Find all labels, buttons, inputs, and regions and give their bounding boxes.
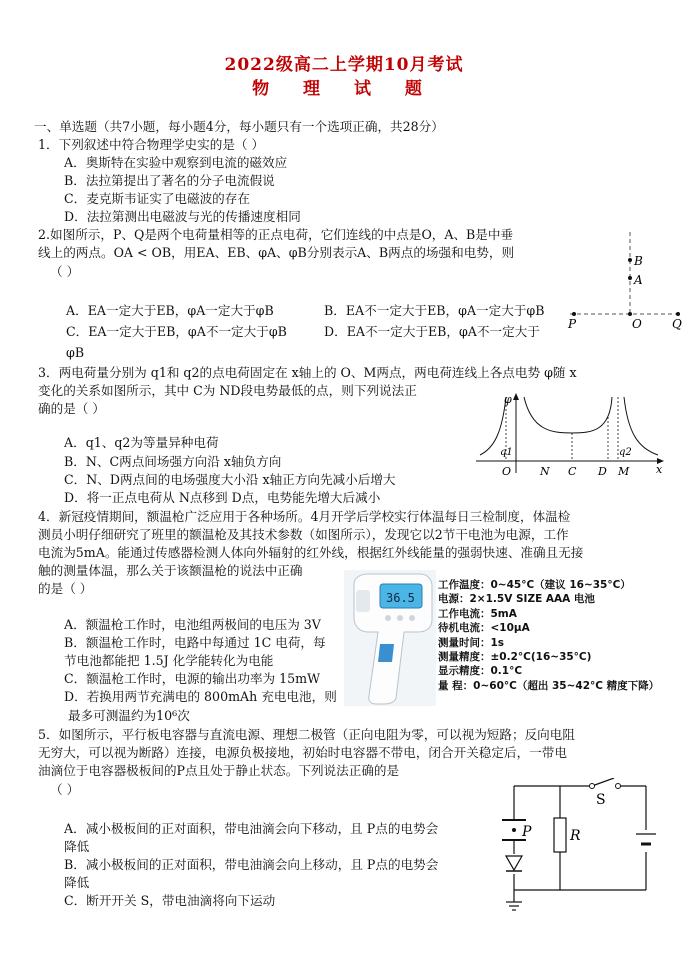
label-q: Q xyxy=(672,317,682,331)
q3-stem-1: 3．两电荷量分别为 q1和 q2的点电荷固定在 x轴上的 O、M两点，两电荷连线上各点电势 φ随 x xyxy=(38,365,577,380)
q4-stem-1: 4．新冠疫情期间，额温枪广泛应用于各种场所。4月开学后学校实行体温每日三检制度，体温检 xyxy=(38,509,571,524)
label-n: N xyxy=(540,465,550,478)
q5-circuit-figure xyxy=(496,778,668,918)
thermometer-image xyxy=(344,570,436,706)
label-r: R xyxy=(570,828,581,844)
q2-option-d: D．EA不一定大于EB，φA不一定大于 xyxy=(324,324,540,339)
q2-figure xyxy=(562,228,688,332)
label-s: S xyxy=(596,792,606,808)
spec-display-precision: 显示精度：0.1°C xyxy=(438,665,523,678)
q4-option-d-2: 最多可测温约为10⁶次 xyxy=(68,708,190,723)
q1-option-c: C．麦克斯韦证实了电磁波的存在 xyxy=(64,191,250,206)
q4-stem-4: 触的测量体温，那么关于该额温枪的说法中正确 xyxy=(38,563,303,578)
q4-option-b-2: 节电池都能把 1.5J 化学能转化为电能 xyxy=(64,653,274,668)
q5-option-a-2: 降低 xyxy=(64,839,90,854)
point-o xyxy=(628,312,632,316)
q5-stem-1: 5．如图所示，平行板电容器与直流电源、理想二极管（正向电阻为零，可以视为短路；反向电阻 xyxy=(38,727,575,742)
exam-subtitle: 物 理 试 题 xyxy=(252,79,436,99)
section-heading: 一、单选题（共7小题，每小题4分，每小题只有一个选项正确，共28分） xyxy=(34,119,444,134)
q2-stem-3: （ ） xyxy=(50,264,80,279)
q5-option-b-2: 降低 xyxy=(64,875,90,890)
q1-option-d: D．法拉第测出电磁波与光的传播速度相同 xyxy=(64,209,301,224)
label-o: O xyxy=(502,465,512,478)
spec-list xyxy=(438,578,659,693)
label-b: B xyxy=(634,254,643,268)
q2-stem-1: 2.如图所示，P、Q是两个电荷量相等的正点电荷，它们连线的中点是O，A、B是中垂 xyxy=(38,227,514,242)
point-a xyxy=(628,276,632,280)
screen-reading: 36.5 xyxy=(386,591,415,605)
q5-stem-4: （ ） xyxy=(50,782,80,797)
spec-working-current: 工作电流：5mA xyxy=(438,607,517,620)
q5-option-b-1: B．减小极板间的正对面积，带电油滴会向上移动，且 P点的电势会 xyxy=(64,857,439,872)
q5-stem-3: 油滴位于电容器极板间的P点且处于静止状态。下列说法正确的是 xyxy=(38,763,400,778)
spec-standby-current: 待机电流：<10μA xyxy=(438,622,530,635)
label-x: x xyxy=(656,463,663,476)
q2-option-a: A．EA一定大于EB，φA一定大于φB xyxy=(66,303,274,318)
q5-stem-2: 无穷大，可以视为断路）连接，电源负极接地，初始时电容器不带电，闭合开关稳定后，一带电 xyxy=(38,745,567,760)
q4-option-c: C．额温枪工作时，电源的输出功率为 15mW xyxy=(64,671,321,686)
switch-contact-2 xyxy=(616,784,621,789)
label-o: O xyxy=(632,317,642,331)
q2-stem-2: 线上的两点。OA < OB，用EA、EB、φA、φB分别表示A、B两点的场强和电势，则 xyxy=(38,245,515,260)
label-q1: q1 xyxy=(500,447,513,458)
oil-drop xyxy=(512,828,516,832)
q4-stem-3: 电流为5mA。能通过传感器检测人体向外辐射的红外线，根据红外线能量的强弱快速、准确且无接 xyxy=(38,545,584,560)
q5-option-a-1: A．减小极板间的正对面积，带电油滴会向下移动，且 P点的电势会 xyxy=(64,821,439,836)
q3-figure xyxy=(472,393,668,483)
q3-stem-2: 变化的关系如图所示，其中 C为 ND段电势最低的点，则下列说法正 xyxy=(38,383,417,398)
q3-option-d: D．将一正点电荷从 N点移到 D点，电势能先增大后减小 xyxy=(64,490,381,505)
q2-option-c: C．EA一定大于EB，φA不一定大于φB xyxy=(66,324,287,339)
switch-contact xyxy=(590,784,595,789)
point-b xyxy=(628,258,632,262)
spec-accuracy: 测量精度：±0.2°C(16~35°C) xyxy=(438,651,592,664)
point-q xyxy=(676,312,680,316)
q4-stem-5: 的是（ ） xyxy=(38,581,93,596)
label-d: D xyxy=(598,465,607,478)
label-p: P xyxy=(568,317,577,331)
q5-option-c: C．断开开关 S，带电油滴将向下运动 xyxy=(64,893,276,908)
exam-title: 2022级高二上学期10月考试 xyxy=(224,55,464,75)
diode-symbol xyxy=(506,856,522,870)
label-q2: q2 xyxy=(619,447,632,458)
q4-stem-2: 测员小明仔细研究了班里的额温枪及其技术参数（如图所示），发现它以2节干电池为电源，工作 xyxy=(38,527,569,542)
resistor xyxy=(554,818,566,852)
label-m: M xyxy=(618,465,630,478)
q1-option-a: A．奥斯特在实验中观察到电流的磁效应 xyxy=(64,155,288,170)
spec-range: 量 程：0~60°C（超出 35~42°C 精度下降） xyxy=(438,679,660,692)
q3-option-a: A．q1、q2为等量异种电荷 xyxy=(64,435,219,450)
q4-option-d-1: D．若换用两节充满电的 800mAh 充电电池，则 xyxy=(64,689,337,704)
label-p: P xyxy=(522,824,532,840)
spec-measure-time: 测量时间：1s xyxy=(438,636,505,649)
q4-option-b-1: B．额温枪工作时，电路中每通过 1C 电荷，每 xyxy=(64,635,326,650)
q4-option-a: A．额温枪工作时，电池组两极间的电压为 3V xyxy=(64,617,321,632)
q3-option-c: C．N、D两点间的电场强度大小沿 x轴正方向先减小后增大 xyxy=(64,472,396,487)
q3-option-b: B．N、C两点间场强方向沿 x轴负方向 xyxy=(64,454,282,469)
label-a: A xyxy=(634,273,643,287)
q1-option-b: B．法拉第提出了著名的分子电流假说 xyxy=(64,173,275,188)
spec-power: 电源：2×1.5V SIZE AAA 电池 xyxy=(438,593,595,606)
spec-operating-temp: 工作温度：0~45°C（建议 16~35°C） xyxy=(438,579,631,591)
q2-option-b: B．EA不一定大于EB，φA一定大于φB xyxy=(324,303,545,318)
q2-option-d-cont: φB xyxy=(66,345,85,360)
label-phi: φ xyxy=(504,393,512,406)
q3-stem-3: 确的是（ ） xyxy=(38,401,105,416)
q1-stem: 1．下列叙述中符合物理学史实的是（ ） xyxy=(38,137,265,152)
point-p xyxy=(572,312,576,316)
label-c: C xyxy=(568,465,577,478)
